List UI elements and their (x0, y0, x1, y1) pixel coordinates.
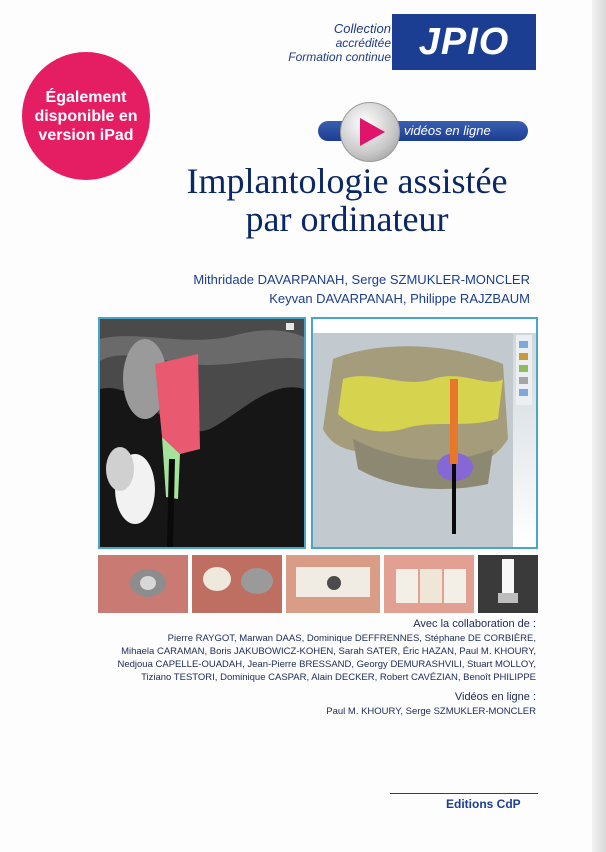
badge-line-2: disponible en (34, 107, 138, 125)
page-edge (592, 0, 606, 852)
xray-photo (478, 555, 538, 613)
badge-line-1: Également (45, 88, 127, 106)
videos-online-block (326, 690, 536, 718)
collaborators-heading: Avec la collaboration de : (413, 618, 536, 630)
play-icon (340, 102, 400, 162)
title-line-2: par ordinateur (245, 199, 449, 239)
collaborators-line: Pierre RAYGOT, Marwan DAAS, Dominique DEFFRENNES, Stéphane DE CORBIÈRE, (167, 633, 536, 644)
footer-divider (390, 793, 538, 794)
videos-online-names: Paul M. KHOURY, Serge SZMUKLER-MONCLER (326, 706, 536, 717)
collaborators-line: Tiziano TESTORI, Dominique CASPAR, Alain DECKER, Robert CAVÉZIAN, Benoît PHILIPPE (141, 672, 536, 683)
clinical-photo-1 (98, 555, 188, 613)
collaborators-block (56, 617, 536, 684)
collection-line-3: Formation continue (288, 50, 391, 64)
clinical-photo-3 (286, 555, 380, 613)
3d-model-image (311, 317, 538, 549)
authors-line-1: Mithridade DAVARPANAH, Serge SZMUKLER-MONCLER (193, 272, 530, 287)
badge-line-3: version iPad (38, 126, 134, 144)
book-title (152, 162, 542, 238)
ipad-badge (22, 52, 150, 180)
publisher-name: Editions CdP (446, 797, 521, 811)
ct-scan-image (98, 317, 306, 549)
collaborators-line: Mihaela CARAMAN, Boris JAKUBOWICZ-KOHEN, Sarah SATER, Éric HAZAN, Paul M. KHOURY, (121, 646, 536, 657)
clinical-photo-4 (384, 555, 474, 613)
jpio-logo: JPIO (392, 14, 536, 70)
collection-line-1: Collection (333, 21, 391, 36)
collaborators-line: Nedjoua CAPELLE-OUADAH, Jean-Pierre BRESSAND, Georgy DEMURASHVILI, Stuart MOLLOY, (117, 659, 536, 670)
authors-line-2: Keyvan DAVARPANAH, Philippe RAJZBAUM (269, 291, 530, 306)
collection-line-2: accréditée (335, 36, 391, 50)
videos-online-heading: Vidéos en ligne : (454, 691, 536, 703)
clinical-photo-2 (192, 555, 282, 613)
collection-label (288, 22, 391, 64)
title-line-1: Implantologie assistée (186, 161, 508, 201)
video-label: vidéos en ligne (404, 123, 491, 138)
